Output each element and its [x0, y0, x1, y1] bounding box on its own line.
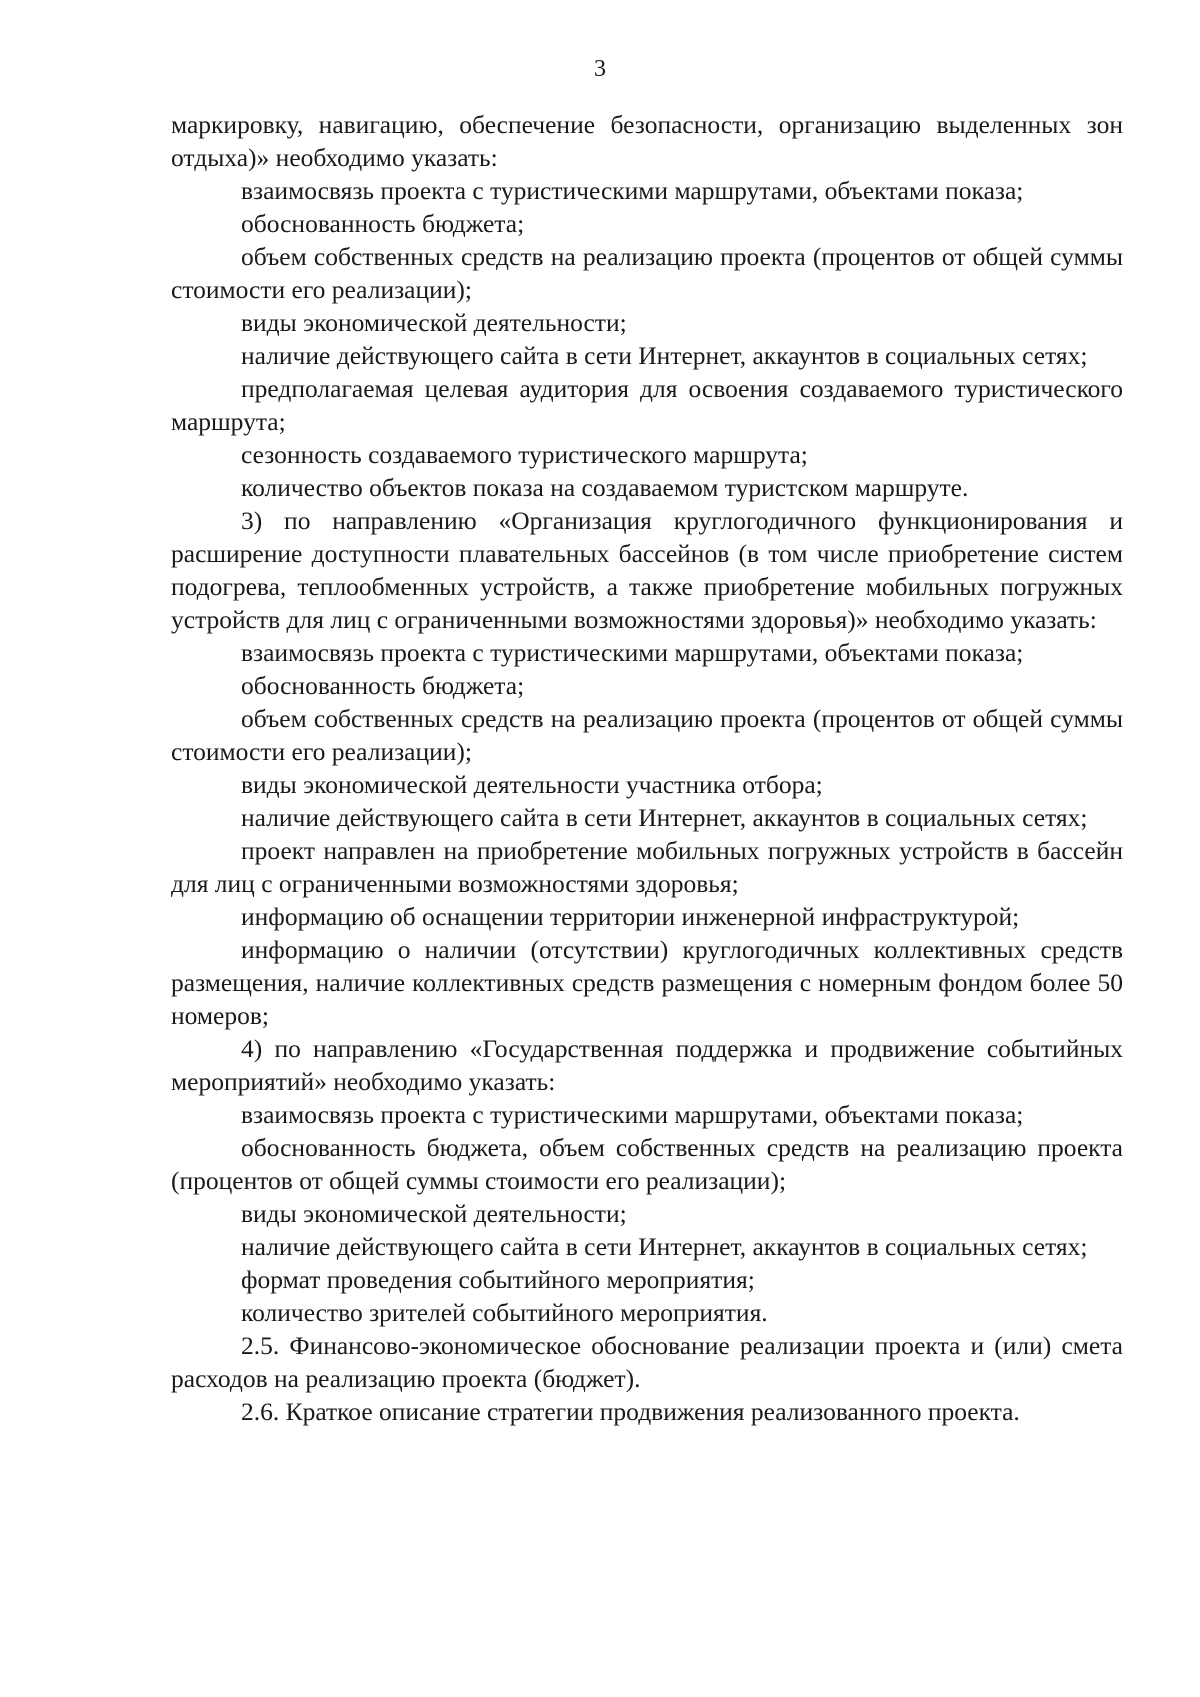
document-paragraph: информацию о наличии (отсутствии) круглогодичных коллективных средств размещения, наличие коллективных средств размещения с номерным фондом более 50 номеров; — [171, 935, 1123, 1030]
document-paragraph: проект направлен на приобретение мобильных погружных устройств в бассейн для лиц с ограниченными возможностями здоровья; — [171, 836, 1123, 898]
document-paragraph: взаимосвязь проекта с туристическими маршрутами, объектами показа; — [241, 638, 1024, 667]
document-paragraph: наличие действующего сайта в сети Интернет, аккаунтов в социальных сетях; — [241, 803, 1088, 832]
document-body — [171, 108, 1123, 1428]
document-paragraph: виды экономической деятельности; — [241, 1199, 627, 1228]
document-paragraph: количество объектов показа на создаваемом туристском маршруте. — [241, 473, 969, 502]
document-paragraph: 2.5. Финансово-экономическое обоснование реализации проекта и (или) смета расходов на реализацию проекта (бюджет). — [171, 1331, 1123, 1393]
document-paragraph: информацию об оснащении территории инженерной инфраструктурой; — [241, 902, 1020, 931]
document-paragraph: наличие действующего сайта в сети Интернет, аккаунтов в социальных сетях; — [241, 341, 1088, 370]
document-paragraph: обоснованность бюджета; — [241, 671, 525, 700]
document-paragraph: 2.6. Краткое описание стратегии продвижения реализованного проекта. — [241, 1397, 1020, 1426]
document-paragraph: взаимосвязь проекта с туристическими маршрутами, объектами показа; — [241, 1100, 1024, 1129]
document-paragraph: виды экономической деятельности участника отбора; — [241, 770, 823, 799]
document-paragraph: количество зрителей событийного мероприятия. — [241, 1298, 768, 1327]
document-paragraph: маркировку, навигацию, обеспечение безопасности, организацию выделенных зон отдыха)» необходимо указать: — [171, 110, 1123, 172]
document-paragraph: объем собственных средств на реализацию проекта (процентов от общей суммы стоимости его реализации); — [171, 242, 1123, 304]
page-number: 3 — [594, 56, 606, 82]
document-paragraph: предполагаемая целевая аудитория для освоения создаваемого туристического маршрута; — [171, 374, 1123, 436]
document-paragraph: виды экономической деятельности; — [241, 308, 627, 337]
document-paragraph: 4) по направлению «Государственная поддержка и продвижение событийных мероприятий» необходимо указать: — [171, 1034, 1123, 1096]
document-paragraph: наличие действующего сайта в сети Интернет, аккаунтов в социальных сетях; — [241, 1232, 1088, 1261]
document-paragraph: обоснованность бюджета, объем собственных средств на реализацию проекта (процентов от общей суммы стоимости его реализации); — [171, 1133, 1123, 1195]
document-paragraph: объем собственных средств на реализацию проекта (процентов от общей суммы стоимости его реализации); — [171, 704, 1123, 766]
document-paragraph: сезонность создаваемого туристического маршрута; — [241, 440, 808, 469]
document-paragraph: формат проведения событийного мероприятия; — [241, 1265, 755, 1294]
document-paragraph: 3) по направлению «Организация круглогодичного функционирования и расширение доступности плавательных бассейнов (в том числе приобретение систем подогрева, теплообменных устройств, а также приобретение мобильных погружных устройств для лиц с ограниченными возможностями здоровья)» необходимо указать: — [171, 506, 1123, 634]
document-paragraph: обоснованность бюджета; — [241, 209, 525, 238]
document-paragraph: взаимосвязь проекта с туристическими маршрутами, объектами показа; — [241, 176, 1024, 205]
